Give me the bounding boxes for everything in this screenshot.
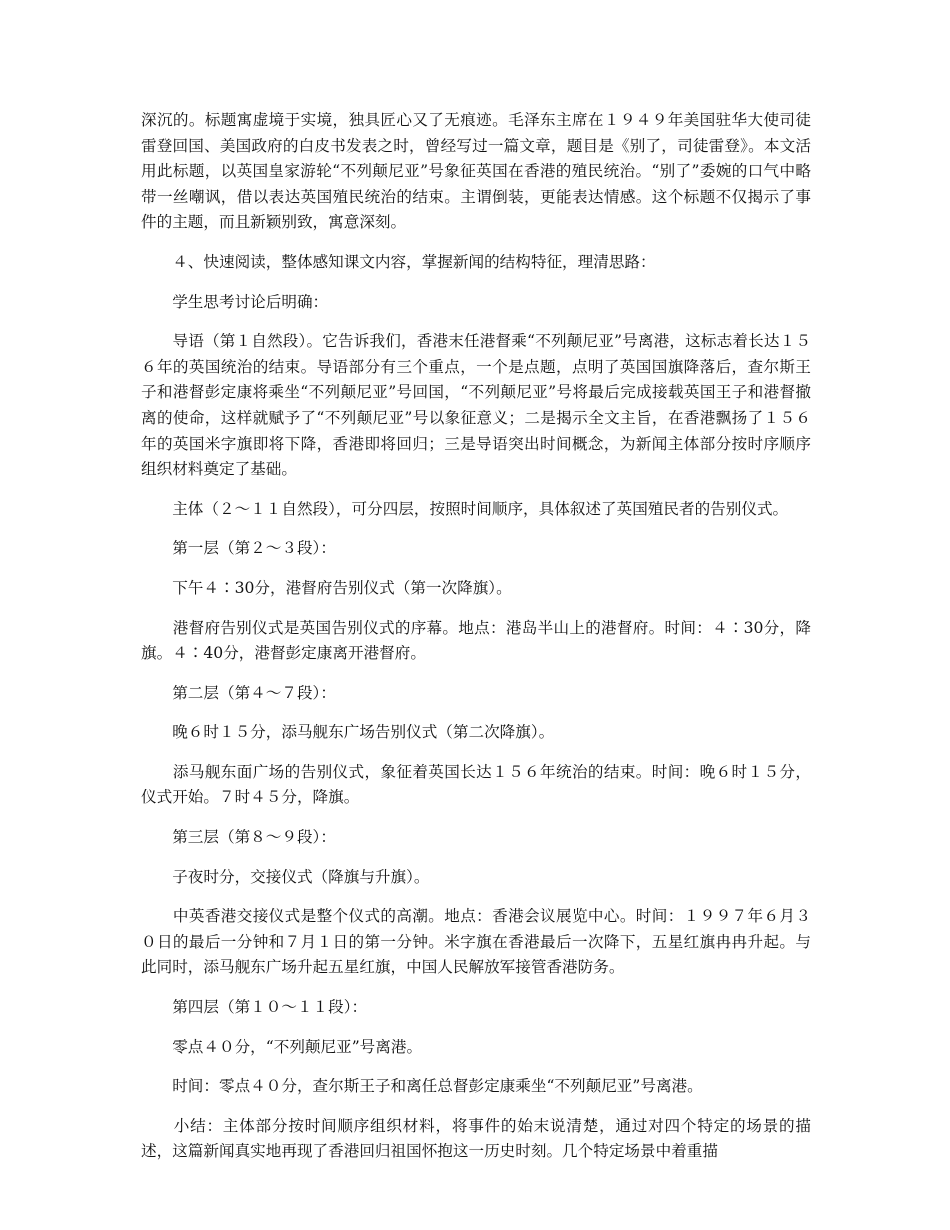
paragraph-layer-4-heading: 第四层（第１０～１１段）： (141, 998, 368, 1017)
paragraph-discussion-intro: 学生思考讨论后明确： (141, 292, 329, 311)
paragraph-layer-2-summary: 晚６时１５分，添马舰东广场告别仪式（第二次降旗）。 (141, 723, 555, 742)
paragraph-layer-3-detail: 中英香港交接仪式是整个仪式的高潮。地点：香港会议展览中心。时间：１９９７年６月３０日的最后一分钟和７月１日的第一分钟。米字旗在香港最后一次降下，五星红旗冉冉升起。与此同时，添马舰东广场升起五星红旗，中国人民解放军接管香港防务。 (141, 907, 811, 977)
paragraph-layer-3-summary: 子夜时分，交接仪式（降旗与升旗）。 (141, 867, 430, 886)
paragraph-layer-1-summary: 下午４∶30分，港督府告别仪式（第一次降旗）。 (141, 578, 512, 597)
paragraph-layer-1-detail: 港督府告别仪式是英国告别仪式的序幕。地点：港岛半山上的港督府。时间：４∶30分，降旗。４∶40分，港督彭定康离开港督府。 (141, 618, 811, 663)
paragraph-layer-4-detail: 时间：零点４０分，查尔斯王子和离任总督彭定康乘坐“不列颠尼亚”号离港。 (141, 1077, 703, 1096)
paragraph-layer-2-heading: 第二层（第４～７段）： (141, 683, 336, 702)
paragraph-body-overview: 主体（２～１１自然段），可分四层，按照时间顺序，具体叙述了英国殖民者的告别仪式。 (141, 499, 789, 518)
paragraph-reading-task: ４、快速阅读，整体感知课文内容，掌握新闻的结构特征，理清思路： (141, 252, 656, 271)
paragraph-layer-1-heading: 第一层（第２～３段）： (141, 539, 336, 558)
paragraph-layer-4-summary: 零点４０分，“不列颠尼亚”号离港。 (141, 1037, 423, 1056)
paragraph-conclusion: 小结：主体部分按时间顺序组织材料，将事件的始末说清楚，通过对四个特定的场景的描述，这篇新闻真实地再现了香港回归祖国怀抱这一历史时刻。几个特定场景中着重描 (141, 1116, 811, 1161)
paragraph-layer-2-detail: 添马舰东面广场的告别仪式，象征着英国长达１５６年统治的结束。时间：晚６时１５分，仪式开始。７时４５分，降旗。 (141, 762, 811, 807)
paragraph-title-analysis: 深沉的。标题寓虚境于实境，独具匠心又了无痕迹。毛泽东主席在１９４９年美国驻华大使司徒雷登回国、美国政府的白皮书发表之时，曾经写过一篇文章，题目是《别了，司徒雷登》。本文活用此标题，以英国皇家游轮“不列颠尼亚”号象征英国在香港的殖民统治。“别了”委婉的口气中略带一丝嘲讽，借以表达英国殖民统治的结束。主谓倒装，更能表达情感。这个标题不仅揭示了事件的主题，而且新颖别致，寓意深刻。 (141, 111, 811, 232)
document-page (141, 108, 811, 1179)
paragraph-layer-3-heading: 第三层（第８～９段）： (141, 828, 336, 847)
paragraph-lead: 导语（第１自然段）。它告诉我们，香港末任港督乘“不列颠尼亚”号离港，这标志着长达１５６年的英国统治的结束。导语部分有三个重点，一个是点题，点明了英国国旗降落后，查尔斯王子和港督彭定康将乘坐“不列颠尼亚”号回国，“不列颠尼亚”号将最后完成接载英国王子和港督撤离的使命，这样就赋予了“不列颠尼亚”号以象征意义；二是揭示全文主旨，在香港飘扬了１５６年的英国米字旗即将下降，香港即将回归；三是导语突出时间概念，为新闻主体部分按时序顺序组织材料奠定了基础。 (141, 332, 811, 479)
